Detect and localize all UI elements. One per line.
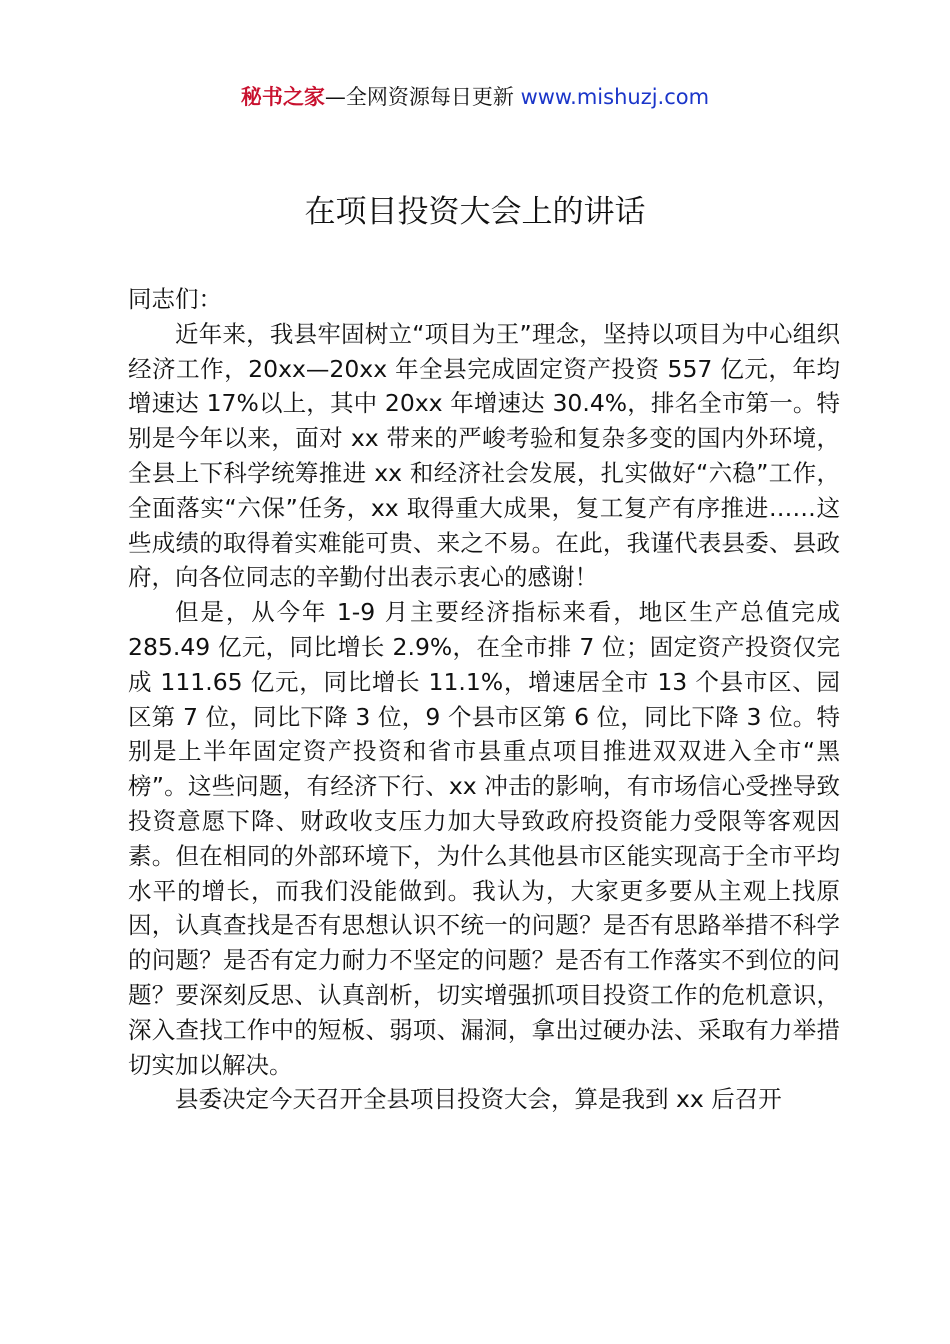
salutation: 同志们： bbox=[128, 285, 222, 313]
site-url-link[interactable]: www.mishuzj.com bbox=[520, 85, 710, 109]
paragraph-1: 近年来，我县牢固树立“项目为王”理念，坚持以项目为中心组织经济工作，20xx—20xx 年全县完成固定资产投资 557 亿元，年均增速达 17%以上，其中 20xx 年增速达 30.4%，排名全市第一。特别是今年以来，面对 xx 带来的严峻考验和复杂多变的国内外环境，全县上下科学统筹推进 xx 和经济社会发展，扎实做好“六稳”工作，全面落实“六保”任务，xx 取得重大成果，复工复产有序推进……这些成绩的取得着实难能可贵、来之不易。在此，我谨代表县委、县政府，向各位同志的辛勤付出表示衷心的感谢！ bbox=[128, 319, 840, 592]
site-header bbox=[0, 82, 950, 112]
document-title: 在项目投资大会上的讲话 bbox=[304, 194, 646, 230]
site-tagline: —全网资源每日更新 bbox=[324, 85, 514, 109]
document-body bbox=[128, 282, 840, 1117]
paragraph-3: 县委决定今天召开全县项目投资大会，算是我到 xx 后召开 bbox=[175, 1085, 782, 1114]
site-brand: 秘书之家 bbox=[240, 85, 325, 109]
paragraph-2: 但是，从今年 1-9 月主要经济指标来看，地区生产总值完成 285.49 亿元，同比增长 2.9%，在全市排 7 位；固定资产投资仅完成 111.65 亿元，同比增长 11.1%，增速居全市 13 个县市区、园区第 7 位，同比下降 3 位，9 个县市区第 6 位，同比下降 3 位。特别是上半年固定资产投资和省市县重点项目推进双双进入全市“黑榜”。这些问题，有经济下行、xx 冲击的影响，有市场信心受挫导致投资意愿下降、财政收支压力加大导致政府投资能力受限等客观因素。但在相同的外部环境下，为什么其他县市区能实现高于全市平均水平的增长，而我们没能做到。我认为，大家更多要从主观上找原因，认真查找是否有思想认识不统一的问题？是否有思路举措不科学的问题？是否有定力耐力不坚定的问题？是否有工作落实不到位的问题？要深刻反思、认真剖析，切实增强抓项目投资工作的危机意识，深入查找工作中的短板、弱项、漏洞，拿出过硬办法、采取有力举措切实加以解决。 bbox=[128, 598, 840, 1079]
